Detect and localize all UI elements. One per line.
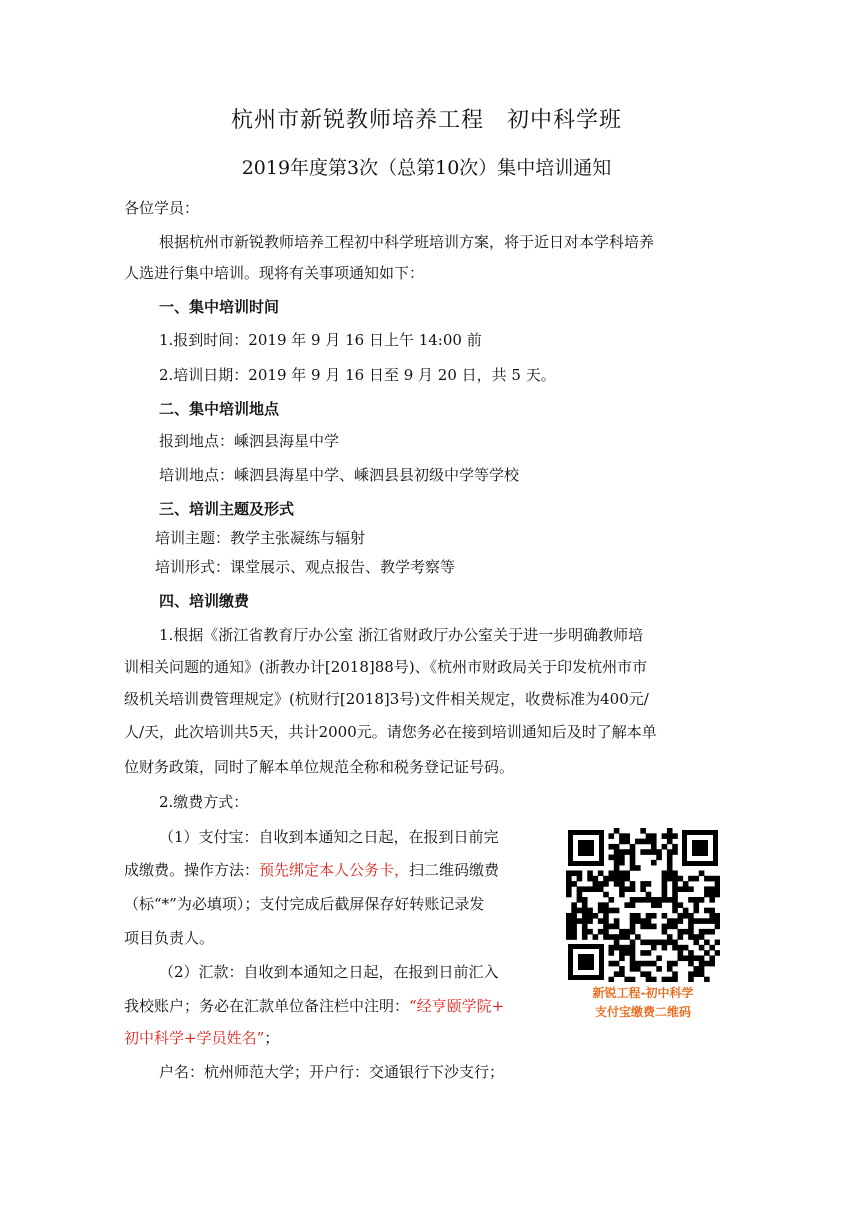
section-2-heading: 二、集中培训地点 [159, 400, 280, 418]
transfer-line-1: （2）汇款：自收到本通知之日起，在报到日前汇入 [159, 963, 499, 981]
section-2-item-1: 报到地点：嵊泗县海星中学 [159, 432, 340, 450]
section-1-item-2: 2.培训日期：2019 年 9 月 16 日至 9 月 20 日，共 5 天。 [159, 366, 556, 384]
fee-paragraph-line-2: 训相关问题的通知》(浙教办计[2018]88号)、《杭州市财政局关于印发杭州市市 [124, 658, 648, 676]
payment-method-heading: 2.缴费方式： [159, 793, 249, 811]
transfer-remark-highlight-2: 初中科学+学员姓名” [124, 1029, 265, 1047]
qr-caption-line-1: 新锐工程-初中科学 [592, 986, 694, 1000]
section-1-item-1: 1.报到时间：2019 年 9 月 16 日上午 14:00 前 [159, 331, 482, 349]
fee-paragraph-line-5: 位财务政策，同时了解本单位规范全称和税务登记证号码。 [124, 758, 515, 776]
transfer-remark-highlight-1: “经亨颐学院+ [409, 997, 505, 1015]
qr-code-icon [566, 828, 720, 982]
fee-paragraph-line-1: 1.根据《浙江省教育厅办公室 浙江省财政厅办公室关于进一步明确教师培 [159, 626, 644, 644]
document-subtitle: 2019年度第3次（总第10次）集中培训通知 [241, 157, 612, 179]
section-3-item-1: 培训主题：教学主张凝练与辐射 [155, 529, 366, 547]
alipay-line-1: （1）支付宝：自收到本通知之日起，在报到日前完 [159, 828, 499, 846]
document-title: 杭州市新锐教师培养工程 初中科学班 [230, 108, 622, 133]
transfer-line-3-text: ； [264, 1029, 280, 1047]
section-3-item-2: 培训形式：课堂展示、观点报告、教学考察等 [155, 558, 456, 576]
fee-paragraph-line-3: 级机关培训费管理规定》(杭财行[2018]3号)文件相关规定，收费标准为400元/ [124, 690, 649, 708]
account-info: 户名：杭州师范大学；开户行：交通银行下沙支行； [159, 1063, 505, 1081]
qr-caption-line-2: 支付宝缴费二维码 [594, 1005, 691, 1019]
section-2-item-2: 培训地点：嵊泗县海星中学、嵊泗县县初级中学等学校 [159, 466, 520, 484]
transfer-line-2-text: 我校账户；务必在汇款单位备注栏中注明： [124, 997, 410, 1015]
alipay-qr-code [566, 828, 720, 982]
transfer-line-3 [124, 1027, 734, 1049]
intro-line-1: 根据杭州市新锐教师培养工程初中科学班培训方案，将于近日对本学科培养 [159, 233, 655, 251]
alipay-line-2-text-b: 扫二维码缴费 [409, 861, 500, 879]
alipay-line-2-text-a: 成缴费。操作方法： [124, 861, 260, 879]
alipay-line-3: （标“*”为必填项）；支付完成后截屏保存好转账记录发 [124, 895, 485, 913]
intro-line-2: 人选进行集中培训。现将有关事项通知如下： [124, 264, 425, 282]
alipay-line-4: 项目负责人。 [124, 929, 215, 947]
section-4-heading: 四、培训缴费 [159, 592, 250, 610]
fee-paragraph-line-4: 人/天，此次培训共5天，共计2000元。请您务必在接到培训通知后及时了解本单 [124, 723, 657, 741]
salutation: 各位学员： [124, 199, 200, 217]
alipay-highlight: 预先绑定本人公务卡， [259, 861, 410, 879]
section-1-heading: 一、集中培训时间 [159, 298, 280, 316]
section-3-heading: 三、培训主题及形式 [159, 500, 295, 518]
